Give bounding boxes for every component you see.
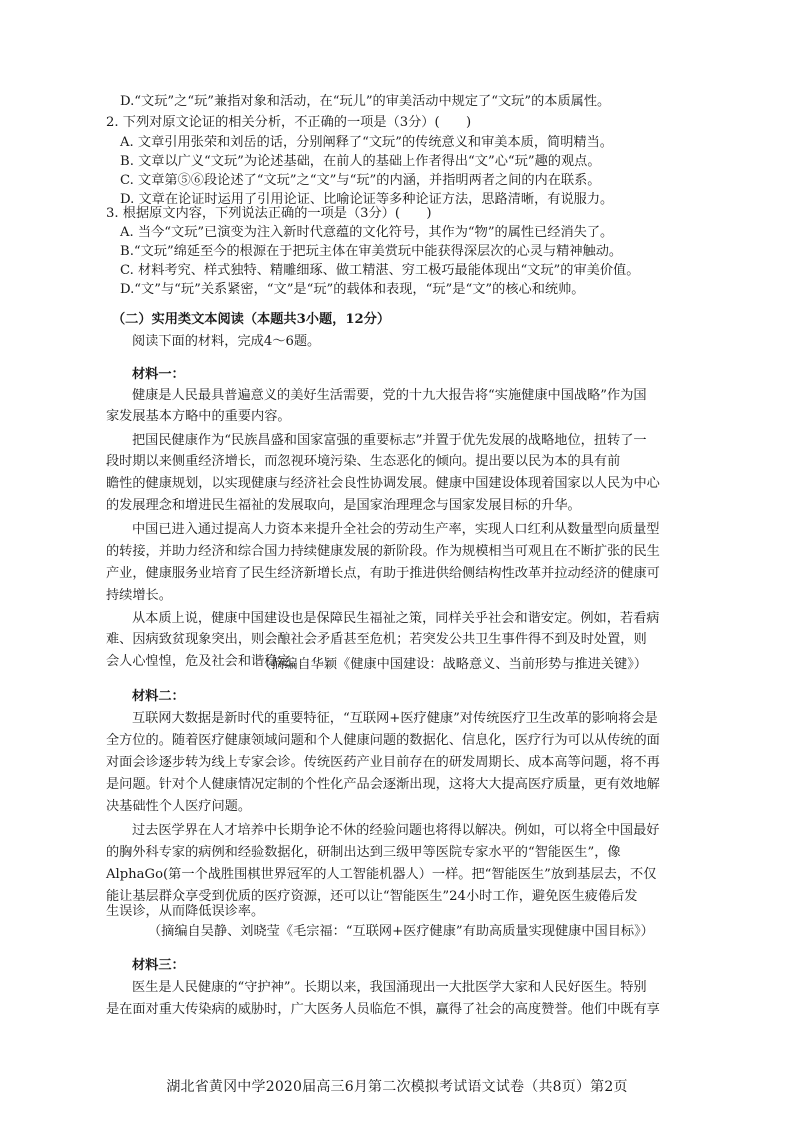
- material1-line: 的发展理念和增进民生福祉的发展取向，是国家治理理念与国家发展目标的升华。: [106, 498, 581, 513]
- material2-line: 的胸外科专家的病例和经验数据化，研制出达到三级甲等医院专家水平的“智能医生”，像: [106, 845, 621, 860]
- section-heading: （二）实用类文本阅读（本题共3小题，12分）: [112, 312, 391, 327]
- q2-option-b: B. 文章以广义“文玩”为论述基础，在前人的基础上作者得出“文”心“玩”趣的观点。: [120, 154, 601, 169]
- material1-line: 健康是人民最具普遍意义的美好生活需要，党的十九大报告将“实施健康中国战略”作为国: [132, 388, 647, 403]
- material2-line: 互联网大数据是新时代的重要特征，“互联网+医疗健康”对传统医疗卫生改革的影响将会是: [132, 711, 658, 726]
- material2-source: （摘编自吴静、刘晓莹《毛宗福：“互联网+医疗健康”有助高质量实现健康中国目标》）: [148, 924, 654, 939]
- material1-line: 会人心惶惶，危及社会和谐稳定。: [106, 654, 304, 669]
- material1-line: 难、因病致贫现象突出，则会酿社会矛盾甚至危机；若突发公共卫生事件得不到及时处置，则: [106, 632, 647, 647]
- q2-option-c: C. 文章第⑤⑥段论述了“文玩”之“文”与“玩”的内涵，并指明两者之间的内在联系。: [120, 173, 601, 188]
- q2-stem: 2. 下列对原文论证的相关分析，不正确的一项是（3分）( ): [106, 115, 472, 130]
- q1-option-d: D.“文玩”之“玩”兼指对象和活动，在“玩儿”的审美活动中规定了“文玩”的本质属性。: [120, 94, 611, 109]
- material1-line: 产业，健康服务业培育了民生经济新增长点，有助于推进供给侧结构性改革并拉动经济的健康可: [106, 566, 660, 581]
- material1-line: 瞻性的健康规划，以实现健康与经济社会良性协调发展。健康中国建设体现着国家以人民为中心: [106, 476, 660, 491]
- q2-option-a: A. 文章引用张荣和刘岳的话，分别阐释了“文玩”的传统意义和审美本质，简明精当。: [120, 135, 613, 150]
- material2-line: 生误诊，从而降低误诊率。: [106, 904, 265, 919]
- material3-line: 是在面对重大传染病的威胁时，广大医务人员临危不惧，赢得了社会的高度赞誉。他们中既有享: [106, 1002, 660, 1017]
- material2-line: 全方位的。随着医疗健康领域问题和个人健康问题的数据化、信息化，医疗行为可以从传统的面: [106, 733, 660, 748]
- q3-option-a: A. 当今“文玩”已演变为注入新时代意蕴的文化符号，其作为“物”的属性已经消失了。: [120, 225, 614, 240]
- q3-option-b: B.“文玩”绵延至今的根源在于把玩主体在审美赏玩中能获得深层次的心灵与精神触动。: [120, 244, 623, 259]
- q3-stem: 3. 根据原文内容，下列说法正确的一项是（3分）( ): [106, 206, 432, 221]
- material1-line: 的转接，并助力经济和综合国力持续健康发展的新阶段。作为规模相当可观且在不断扩张的民生: [106, 544, 660, 559]
- material2-line: 过去医学界在人才培养中长期争论不休的经验问题也将得以解决。例如，可以将全中国最好: [132, 823, 660, 838]
- q3-option-c: C. 材料考究、样式独特、精雕细琢、做工精湛、穷工极巧最能体现出“文玩”的审美价值。: [120, 263, 640, 278]
- material3-line: 医生是人民健康的“守护神”。长期以来，我国涌现出一大批医学大家和人民好医生。特别: [132, 980, 647, 995]
- q3-option-d: D.“文”与“玩”关系紧密，“文”是“玩”的载体和表现，“玩”是“文”的核心和统帅。: [120, 282, 585, 297]
- material2-line: 对面会诊逐步转为线上专家会诊。传统医药产业目前存在的研发周期长、成本高等问题，将不再: [106, 755, 660, 770]
- q2-option-d: D. 文章在论证时运用了引用论证、比喻论证等多种论证方法，思路清晰，有说服力。: [120, 192, 614, 207]
- material2-line: 决基础性个人医疗问题。: [106, 799, 252, 814]
- material1-source: （摘编自华颖《健康中国建设：战略意义、当前形势与推进关键》）: [258, 657, 648, 672]
- material1-line: 段时期以来侧重经济增长，而忽视环境污染、生态恶化的倾向。提出要以民为本的具有前: [106, 454, 621, 469]
- material1-line: 中国已进入通过提高人力资本来提升全社会的劳动生产率，实现人口红利从数量型向质量型: [132, 522, 660, 537]
- material2-line: 是问题。针对个人健康情况定制的个性化产品会逐渐出现，这将大大提高医疗质量，更有效地解: [106, 777, 660, 792]
- material1-line: 持续增长。: [106, 588, 172, 603]
- material3-title: 材料三：: [132, 958, 185, 973]
- material2-title: 材料二：: [132, 689, 185, 704]
- material1-title: 材料一：: [132, 367, 185, 382]
- page-footer: 湖北省黄冈中学2020届高三6月第二次模拟考试语文试卷（共8页）第2页: [166, 1079, 628, 1095]
- section-instruction: 阅读下面的材料，完成4～6题。: [132, 334, 321, 349]
- material1-line: 把国民健康作为“民族昌盛和国家富强的重要标志”并置于优先发展的战略地位，扭转了一: [132, 433, 647, 448]
- material1-line: 从本质上说，健康中国建设也是保障民生福祉之策，同样关乎社会和谐安定。例如，若看病: [132, 611, 660, 626]
- material2-line: AlphaGo(第一个战胜围棋世界冠军的人工智能机器人）一样。把“智能医生”放到基层去，不仅: [106, 867, 657, 882]
- material1-line: 家发展基本方略中的重要内容。: [106, 409, 291, 424]
- material2-line: 能让基层群众享受到优质的医疗资源，还可以让“智能医生”24小时工作，避免医生疲倦后发: [106, 889, 638, 904]
